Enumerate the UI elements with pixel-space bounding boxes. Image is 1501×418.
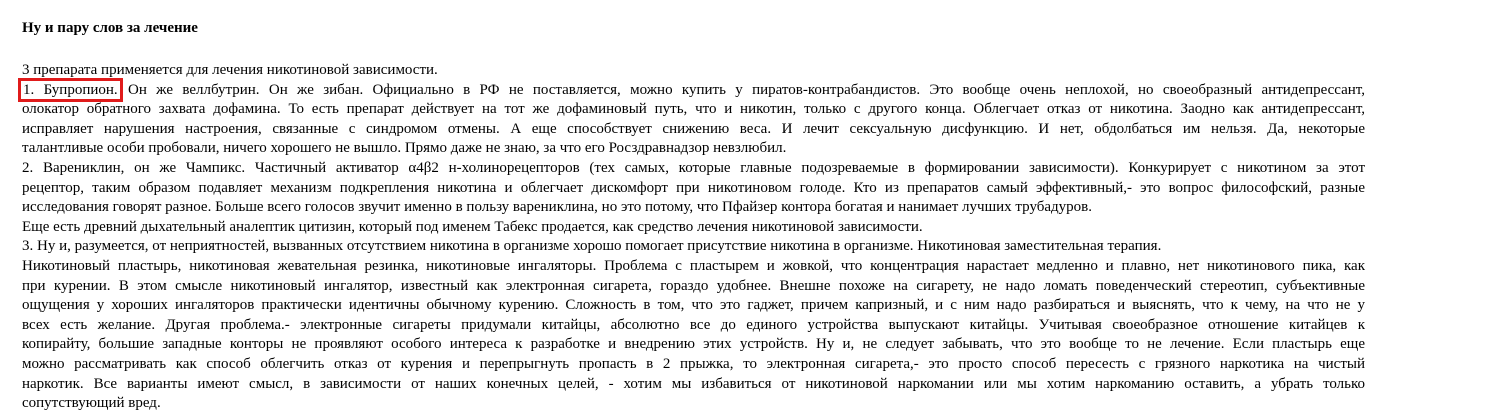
bupropion-text-1: Он же веллбутрин. Он же зибан. Официально в РФ не поставляется, можно купить у пиратов-контрабандистов. Это вообще очень неплохой, но своеобразный антидепрессант, (128, 81, 1365, 98)
section-heading: Ну и пару слов за лечение (22, 20, 198, 36)
nrt-line-7: наркотик. Все варианты имеют смысл, в зависимости от наших конечных целей, - хотим мы избавиться от никотиновой наркомании или мы хотим наркоманию оставить, а убрать только (22, 375, 1365, 392)
bupropion-line-2: олокатор обратного захвата дофамина. То есть препарат действует на тот же дофаминовый путь, что и никотин, только с другого конца. Облегчает отказ от никотина. Заодно как антидепрессант, (22, 101, 1365, 118)
varenicline-line-3: исследования говорят разное. Больше всего голосов звучит именно в пользу варениклина, но это потому, что Пфайзер контора богатая и нанимает лучших трубадуров. (22, 199, 1093, 216)
nrt-line-4: всех есть желание. Другая проблема.- электронные сигареты придумали китайцы, абсолютно все до единого устройства выпускают китайцы. Учитывая своеобразное отношение китайцев к (22, 316, 1365, 333)
nrt-line-1: Никотиновый пластырь, никотиновая жевательная резинка, никотиновые ингаляторы. Проблема с пластырем и жовкой, что концентрация нарастает медленно и плавно, нет никотинового пика, как (22, 257, 1365, 274)
nrt-title-line: 3. Ну и, разумеется, от неприятностей, вызванных отсутствием никотина в организме хорошо помогает присутствие никотина в организме. Никотиновая заместительная терапия. (22, 238, 1162, 255)
cytisine-line: Еще есть древний дыхательный аналептик цитизин, который под именем Табекс продается, как средство лечения никотиновой зависимости. (22, 218, 923, 235)
varenicline-line-2: рецептор, таким образом подавляет механизм подкрепления никотина и облегчает дискомфорт при никотиновом голоде. Кто из препаратов самый эффективный,- это вопрос философский, разные (22, 179, 1365, 196)
nrt-line-6: можно рассматривать как способ облегчить отказ от курения и перепрыгнуть пропасть в 2 прыжка, то электронная сигарета,- это просто способ пересесть с грязного наркотика на чистый (22, 355, 1365, 372)
intro-line: 3 препарата применяется для лечения никотиновой зависимости. (22, 62, 438, 78)
article-body (22, 61, 1365, 414)
bupropion-line-3: исправляет нарушения настроения, связанные с синдромом отмены. А еще способствует снижению веса. И лечит сексуальную дисфункцию. И нет, обдолбаться им нельзя. Да, некоторые (22, 120, 1365, 137)
nrt-line-2: при курении. В этом смысле никотиновый ингалятор, известный как электронная сигарета, гораздо удобнее. Внешне похоже на сигарету, не надо ломать поведенческий стереотип, субъективные (22, 277, 1365, 294)
varenicline-line-1: 2. Варениклин, он же Чампикс. Частичный активатор α4β2 н-холинорецепторов (тех самых, которые главные подозреваемые в формировании зависимости). Конкурирует с никотином за этот (22, 159, 1365, 176)
nrt-line-3: ощущения у хороших ингаляторов практически идентичны обычному курению. Сложность в том, что это гаджет, причем капризный, и с ним надо разбираться и выяснять, что к чему, на что не у (22, 297, 1365, 314)
nrt-line-8: сопутствующий вред. (22, 395, 161, 412)
nrt-line-5: копирайту, большие западные конторы не проявляют особого интереса к разработке и внедрению этих устройств. Ну и, не следует забывать, что это вообще то не лечение. Если пластырь еще (22, 336, 1365, 353)
highlighted-drug-name: 1. Бупропион. (23, 81, 118, 98)
bupropion-line-1 (22, 81, 1365, 101)
bupropion-line-4: талантливые особи пробовали, ничего хорошего не вышло. Прямо даже не знаю, за что его Росздравнадзор невзлюбил. (22, 140, 787, 157)
